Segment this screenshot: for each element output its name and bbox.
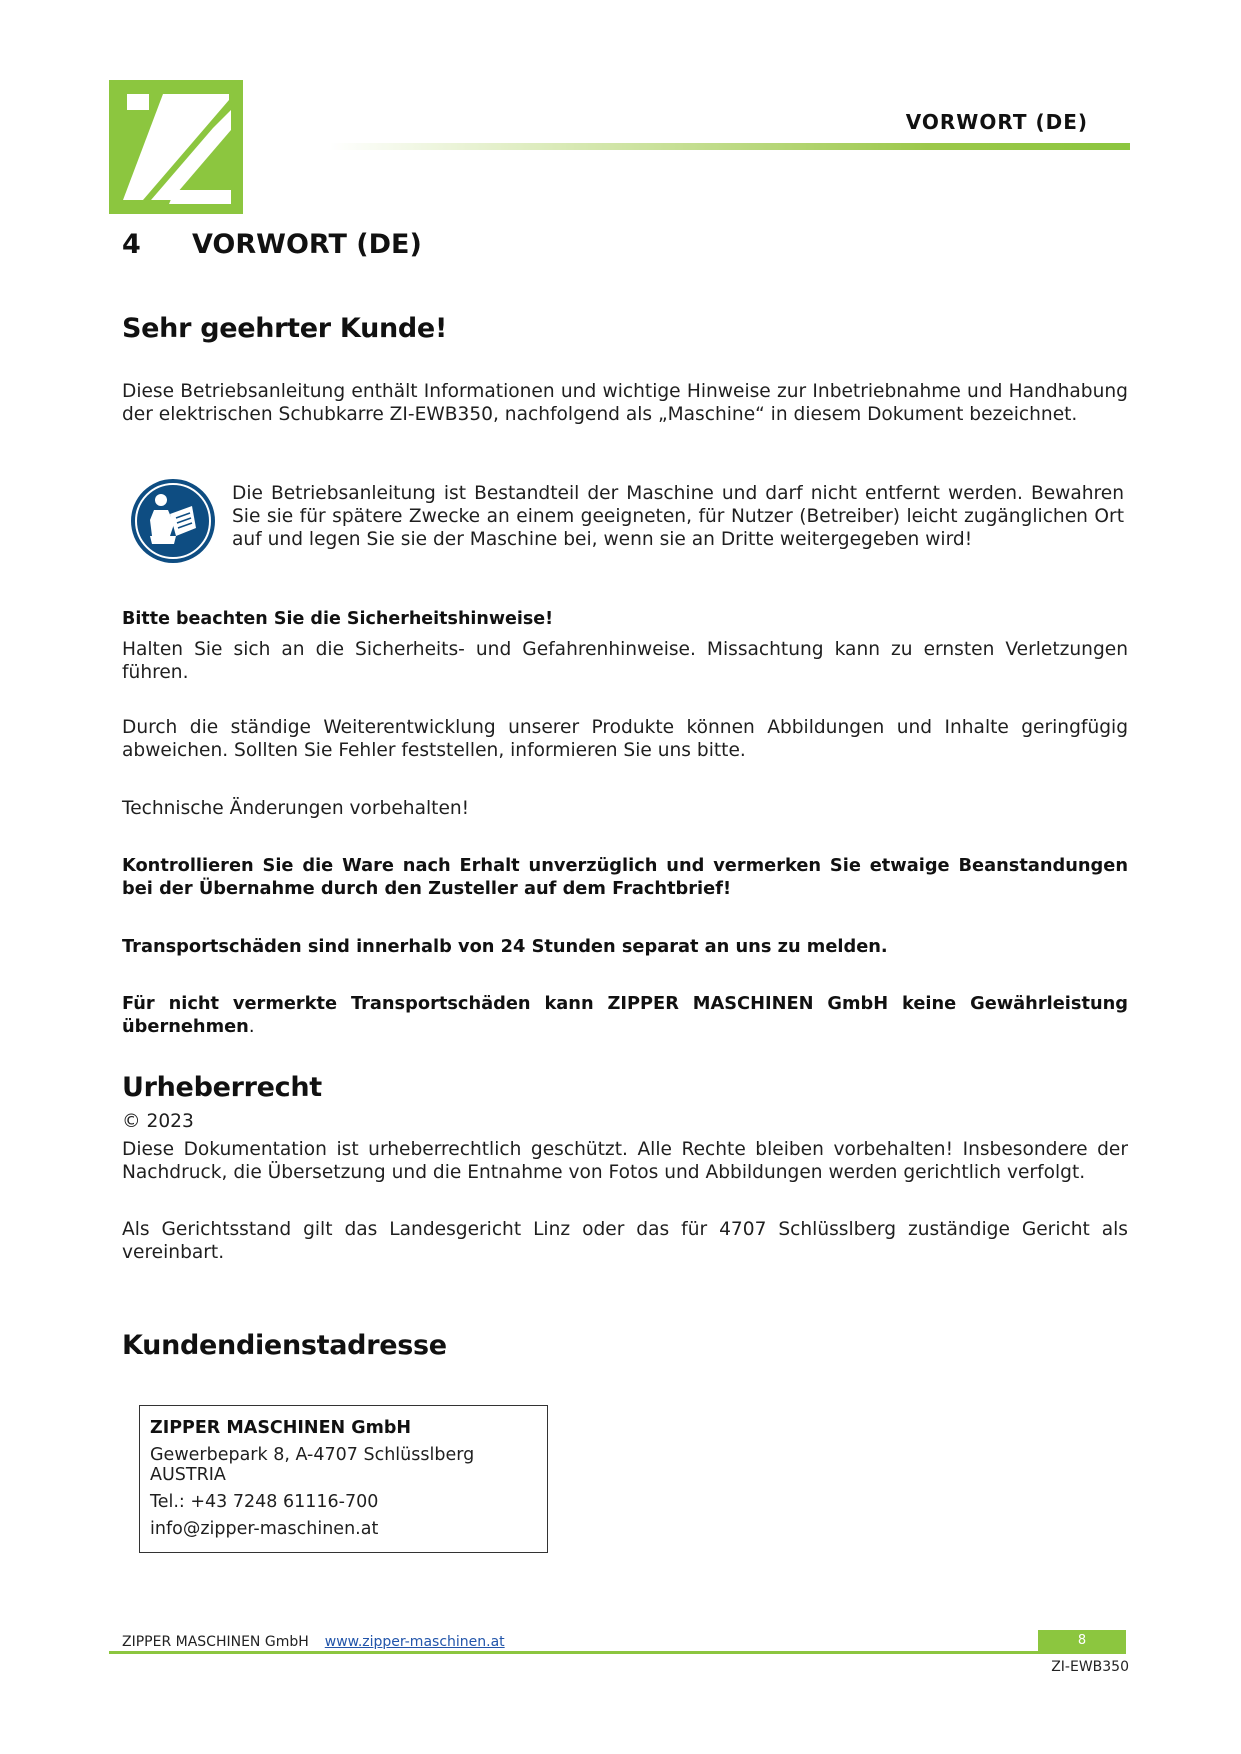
copyright-year: © 2023 [122,1111,194,1132]
zipper-logo [109,80,243,214]
chapter-heading [122,229,422,260]
service-company: ZIPPER MASCHINEN GmbH [150,1418,412,1438]
footer-company: ZIPPER MASCHINEN GmbH [122,1634,309,1650]
footer-model: ZI-EWB350 [1051,1659,1129,1675]
safety-text: Halten Sie sich an die Sicherheits- und Gefahrenhinweise. Missachtung kann zu ernsten Verletzungen führen. [122,639,1128,683]
header-rule [330,143,1130,150]
footer-rule [109,1651,1126,1654]
warranty-paragraph [122,992,1128,1038]
service-email[interactable]: info@zipper-maschinen.at [150,1519,379,1539]
safety-title: Bitte beachten Sie die Sicherheitshinweise! [122,609,554,629]
footer-left [122,1634,505,1650]
footer-website-link[interactable]: www.zipper-maschinen.at [324,1634,505,1650]
check-goods-paragraph: Kontrollieren Sie die Ware nach Erhalt unverzüglich und vermerken Sie etwaige Beanstandungen bei der Übernahme durch den Zusteller auf dem Frachtbrief! [122,855,1128,899]
service-heading: Kundendienstadresse [122,1330,447,1361]
chapter-title: VORWORT (DE) [192,229,422,260]
transport-report-paragraph: Transportschäden sind innerhalb von 24 Stunden separat an uns zu melden. [122,936,888,957]
copyright-text: Diese Dokumentation ist urheberrechtlich geschützt. Alle Rechte bleiben vorbehalten! Insbesondere der Nachdruck, die Übersetzung und die Entnahme von Fotos und Abbildungen werden gerichtlich verfolgt. [122,1139,1128,1183]
warranty-period: . [248,1016,255,1037]
page-number: 8 [1038,1630,1126,1651]
technical-note: Technische Änderungen vorbehalten! [122,798,470,819]
chapter-number: 4 [122,229,141,260]
warranty-text: Für nicht vermerkte Transportschäden kann ZIPPER MASCHINEN GmbH keine Gewährleistung übernehmen [122,993,1128,1037]
jurisdiction-paragraph: Als Gerichtsstand gilt das Landesgericht Linz oder das für 4707 Schlüsslberg zuständige Gericht als vereinbart. [122,1219,1128,1263]
development-paragraph: Durch die ständige Weiterentwicklung unserer Produkte können Abbildungen und Inhalte geringfügig abweichen. Sollten Sie Fehler feststellen, informieren Sie uns bitte. [122,717,1128,761]
manual-note-paragraph: Die Betriebsanleitung ist Bestandteil der Maschine und darf nicht entfernt werden. Bewahren Sie sie für spätere Zwecke an einem geeigneten, für Nutzer (Betreiber) leicht zugänglichen Ort auf und legen Sie sie der Maschine bei, wenn sie an Dritte weitergegeben wird! [232,483,1124,550]
read-manual-icon [130,478,216,564]
service-street: Gewerbepark 8, A-4707 Schlüsslberg [150,1445,475,1465]
service-phone: Tel.: +43 7248 61116-700 [150,1492,379,1512]
intro-paragraph: Diese Betriebsanleitung enthält Informationen und wichtige Hinweise zur Inbetriebnahme und Handhabung der elektrischen Schubkarre ZI-EWB350, nachfolgend als „Maschine“ in diesem Dokument bezeichnet. [122,381,1128,425]
greeting-heading: Sehr geehrter Kunde! [122,313,447,344]
copyright-heading: Urheberrecht [122,1072,322,1103]
service-address-box [139,1405,548,1553]
header-title: VORWORT (DE) [905,110,1088,134]
service-country: AUSTRIA [150,1465,226,1485]
